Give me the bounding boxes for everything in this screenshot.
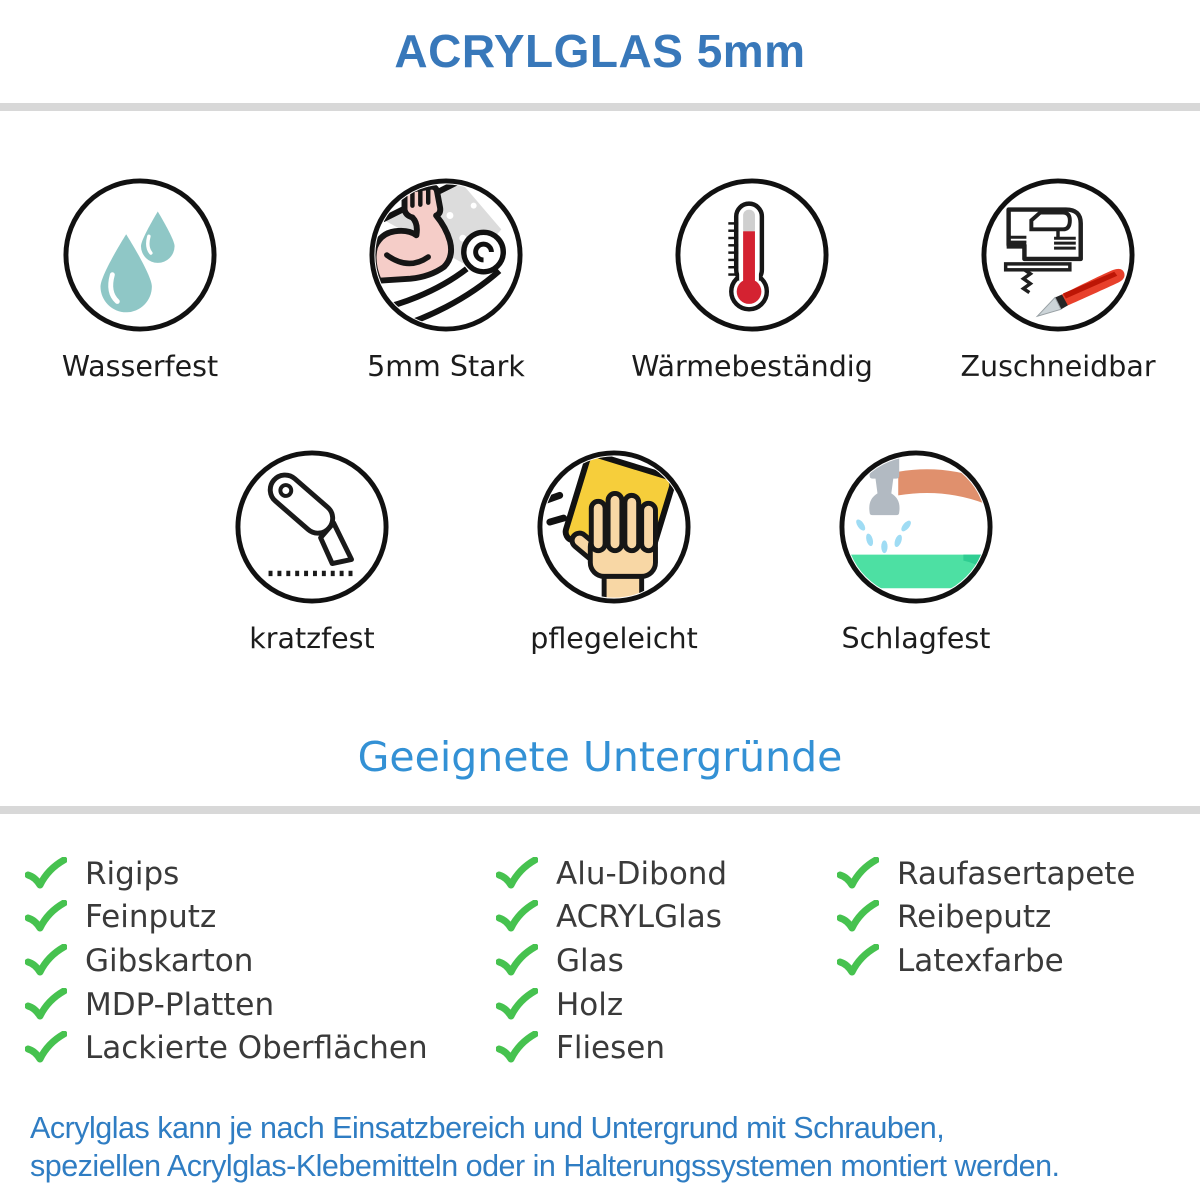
list-item: [25, 983, 428, 1027]
check-icon: [837, 900, 879, 934]
feature-waermebestaendig: [631, 176, 873, 383]
surface-label: Reibeputz: [897, 899, 1052, 936]
middle-divider: [0, 806, 1200, 814]
surface-label: Glas: [556, 942, 624, 979]
mounting-note: [30, 1110, 1060, 1185]
feature-5mm-stark: [366, 176, 526, 383]
list-item: [496, 939, 727, 983]
surface-label: Lackierte Oberflächen: [85, 1030, 428, 1067]
list-item: [496, 896, 727, 940]
feature-label: kratzfest: [249, 622, 375, 655]
list-item: [25, 852, 428, 896]
list-item: [837, 896, 1136, 940]
feature-label: 5mm Stark: [367, 350, 525, 383]
utility-knife-icon: [233, 448, 391, 606]
feature-schlagfest: [836, 448, 996, 655]
surface-label: MDP-Platten: [85, 986, 275, 1023]
list-item: [496, 1026, 727, 1070]
list-item: [25, 939, 428, 983]
surface-label: Fliesen: [556, 1030, 665, 1067]
feature-label: pflegeleicht: [530, 622, 698, 655]
check-icon: [496, 900, 538, 934]
list-item: [496, 983, 727, 1027]
surface-label: Feinputz: [85, 899, 217, 936]
surfaces-column-2: [496, 852, 727, 1070]
surface-label: Rigips: [85, 855, 180, 892]
check-icon: [25, 988, 67, 1022]
jigsaw-cutter-icon: [979, 176, 1137, 334]
surface-label: Gibskarton: [85, 942, 254, 979]
check-icon: [25, 900, 67, 934]
feature-row-2: [232, 448, 996, 655]
list-item: [837, 939, 1136, 983]
mounting-note-line2: speziellen Acrylglas-Klebemitteln oder in Halterungssystemen montiert werden.: [30, 1148, 1060, 1183]
check-icon: [25, 857, 67, 891]
check-icon: [837, 944, 879, 978]
surface-label: Raufasertapete: [897, 855, 1136, 892]
feature-label: Schlagfest: [841, 622, 991, 655]
wiping-hand-icon: [535, 448, 693, 606]
surfaces-column-1: [25, 852, 428, 1070]
surface-label: Alu-Dibond: [556, 855, 728, 892]
feature-kratzfest: [232, 448, 392, 655]
feature-label: Zuschneidbar: [960, 350, 1156, 383]
check-icon: [25, 1031, 67, 1065]
water-drops-icon: [61, 176, 219, 334]
muscle-arm-roll-icon: [367, 176, 525, 334]
feature-label: Wärmebeständig: [631, 350, 873, 383]
feature-pflegeleicht: [530, 448, 698, 655]
surface-label: ACRYLGlas: [556, 899, 722, 936]
check-icon: [496, 1031, 538, 1065]
page-title: ACRYLGLAS 5mm: [394, 25, 806, 77]
check-icon: [496, 857, 538, 891]
hammer-impact-icon: [837, 448, 995, 606]
feature-zuschneidbar: [960, 176, 1156, 383]
mounting-note-line1: Acrylglas kann je nach Einsatzbereich und Untergrund mit Schrauben,: [30, 1111, 945, 1145]
surface-label: Holz: [556, 986, 624, 1023]
surface-label: Latexfarbe: [897, 942, 1064, 979]
surfaces-column-3: [837, 852, 1136, 983]
list-item: [25, 1026, 428, 1070]
top-divider: [0, 103, 1200, 111]
thermometer-icon: [673, 176, 831, 334]
list-item: [837, 852, 1136, 896]
check-icon: [496, 944, 538, 978]
list-item: [496, 852, 727, 896]
list-item: [25, 896, 428, 940]
check-icon: [25, 944, 67, 978]
feature-wasserfest: [60, 176, 220, 383]
section-title: Geeignete Untergründe: [357, 733, 843, 781]
check-icon: [496, 988, 538, 1022]
feature-row-1: [60, 176, 1156, 383]
feature-label: Wasserfest: [61, 350, 219, 383]
check-icon: [837, 857, 879, 891]
